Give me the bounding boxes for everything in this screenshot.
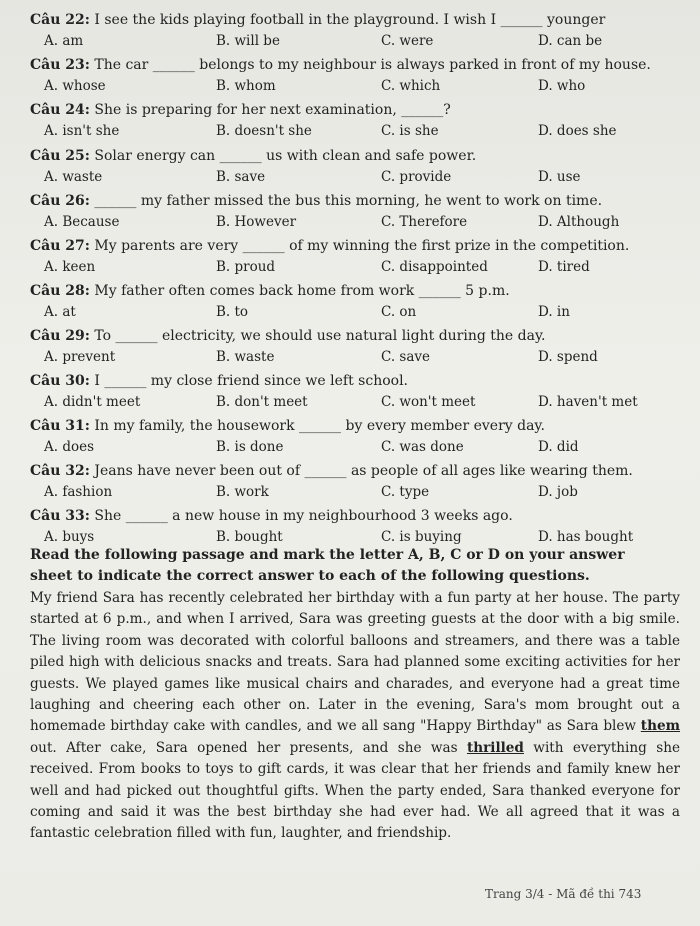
- answer-option-b[interactable]: B. whom: [216, 78, 276, 94]
- answer-option-d[interactable]: D. who: [538, 78, 586, 94]
- question-29: [0, 328, 700, 372]
- answer-option-b[interactable]: B. don't meet: [216, 394, 308, 410]
- answer-option-c[interactable]: C. is she: [381, 123, 439, 139]
- question-stem: [30, 148, 476, 164]
- answer-option-a[interactable]: A. am: [44, 33, 84, 49]
- answer-option-d[interactable]: D. spend: [538, 349, 598, 365]
- underlined-word-them: them: [640, 718, 680, 735]
- question-24: [0, 102, 700, 146]
- question-stem: [30, 283, 510, 299]
- question-number: Câu 23:: [30, 57, 90, 73]
- question-text: Jeans have never been out of ______ as people of all ages like wearing them.: [89, 463, 633, 479]
- answer-option-d[interactable]: D. in: [538, 304, 570, 320]
- answer-option-c[interactable]: C. were: [381, 33, 434, 49]
- answer-option-b[interactable]: B. However: [216, 214, 297, 230]
- question-stem: [30, 418, 545, 434]
- reading-passage: [30, 588, 680, 845]
- answer-option-d[interactable]: D. use: [538, 169, 581, 185]
- question-text: I see the kids playing football in the playground. I wish I ______ younger: [89, 12, 606, 28]
- answer-option-a[interactable]: A. prevent: [44, 349, 116, 365]
- answer-option-d[interactable]: D. job: [538, 484, 578, 500]
- question-number: Câu 28:: [30, 283, 90, 299]
- question-text: My parents are very ______ of my winning the first prize in the competition.: [89, 238, 630, 254]
- question-number: Câu 29:: [30, 328, 90, 344]
- answer-option-a[interactable]: A. keen: [44, 259, 96, 275]
- passage-text-part2: out. After cake, Sara opened her presents, and she was: [30, 739, 467, 756]
- question-32: [0, 463, 700, 507]
- answer-option-c[interactable]: C. save: [381, 349, 431, 365]
- question-number: Câu 25:: [30, 148, 90, 164]
- question-stem: [30, 463, 633, 479]
- answer-option-a[interactable]: A. waste: [44, 169, 103, 185]
- question-25: [0, 148, 700, 192]
- question-27: [0, 238, 700, 282]
- question-stem: [30, 508, 513, 524]
- passage-text-part1: My friend Sara has recently celebrated her birthday with a fun party at her house. The party started at 6 p.m., and when I arrived, Sara was greeting guests at the door with a big smile. The living room was decorated with colorful balloons and streamers, and there was a table piled high with delicious snacks and treats. Sara had planned some exciting activities for her guests. We played games like musical chairs and charades, and everyone had a great time laughing and cheering each other on. Later in the evening, Sara's mom brought out a homemade birthday cake with candles, and we all sang "Happy Birthday" as Sara blew: [30, 590, 680, 735]
- answer-option-b[interactable]: B. bought: [216, 529, 283, 545]
- answer-option-d[interactable]: D. tired: [538, 259, 590, 275]
- answer-option-a[interactable]: A. Because: [44, 214, 120, 230]
- question-text: The car ______ belongs to my neighbour is always parked in front of my house.: [89, 57, 651, 73]
- answer-option-a[interactable]: A. didn't meet: [44, 394, 141, 410]
- answer-option-c[interactable]: C. on: [381, 304, 417, 320]
- answer-option-c[interactable]: C. which: [381, 78, 441, 94]
- underlined-word-thrilled: thrilled: [466, 739, 524, 756]
- answer-option-c[interactable]: C. provide: [381, 169, 452, 185]
- answer-option-c[interactable]: C. is buying: [381, 529, 462, 545]
- question-22: [0, 12, 700, 56]
- answer-option-a[interactable]: A. at: [44, 304, 76, 320]
- answer-option-d[interactable]: D. did: [538, 439, 579, 455]
- question-28: [0, 283, 700, 327]
- question-text: My father often comes back home from work ______ 5 p.m.: [89, 283, 510, 299]
- question-30: [0, 373, 700, 417]
- question-text: ______ my father missed the bus this morning, he went to work on time.: [89, 193, 603, 209]
- answer-option-c[interactable]: C. was done: [381, 439, 464, 455]
- answer-option-d[interactable]: D. Although: [538, 214, 620, 230]
- question-number: Câu 33:: [30, 508, 90, 524]
- question-stem: [30, 102, 451, 118]
- answer-option-a[interactable]: A. fashion: [44, 484, 113, 500]
- page-footer: Trang 3/4 - Mã đề thi 743: [485, 887, 642, 901]
- question-number: Câu 31:: [30, 418, 90, 434]
- question-number: Câu 30:: [30, 373, 90, 389]
- question-text: I ______ my close friend since we left school.: [89, 373, 408, 389]
- answer-option-a[interactable]: A. buys: [44, 529, 95, 545]
- question-number: Câu 26:: [30, 193, 90, 209]
- answer-option-c[interactable]: C. won't meet: [381, 394, 476, 410]
- passage-text-part3: with everything she received. From books to toys to gift cards, it was clear that her friends and family knew her well and had picked out thoughtful gifts. When the party ended, Sara thanked everyone for coming and said it was the best birthday she had ever had. We all agreed that it was a fantastic celebration filled with fun, laughter, and friendship.: [30, 739, 680, 842]
- question-stem: [30, 193, 602, 209]
- question-number: Câu 24:: [30, 102, 90, 118]
- question-26: [0, 193, 700, 237]
- answer-option-c[interactable]: C. disappointed: [381, 259, 488, 275]
- question-number: Câu 22:: [30, 12, 90, 28]
- question-stem: [30, 373, 408, 389]
- question-text: In my family, the housework ______ by every member every day.: [89, 418, 545, 434]
- question-number: Câu 32:: [30, 463, 90, 479]
- question-23: [0, 57, 700, 101]
- answer-option-a[interactable]: A. does: [44, 439, 95, 455]
- question-text: She ______ a new house in my neighbourhood 3 weeks ago.: [89, 508, 513, 524]
- answer-option-d[interactable]: D. can be: [538, 33, 603, 49]
- question-text: Solar energy can ______ us with clean and safe power.: [89, 148, 477, 164]
- answer-option-d[interactable]: D. does she: [538, 123, 617, 139]
- answer-option-d[interactable]: D. has bought: [538, 529, 634, 545]
- question-stem: [30, 57, 651, 73]
- question-stem: [30, 328, 545, 344]
- answer-option-b[interactable]: B. to: [216, 304, 249, 320]
- answer-option-b[interactable]: B. work: [216, 484, 269, 500]
- passage-instruction: Read the following passage and mark the letter A, B, C or D on your answer sheet to indicate the correct answer to each of the following questions.: [30, 547, 625, 584]
- answer-option-d[interactable]: D. haven't met: [538, 394, 638, 410]
- question-text: She is preparing for her next examination, ______?: [89, 102, 451, 118]
- answer-option-b[interactable]: B. doesn't she: [216, 123, 312, 139]
- question-text: To ______ electricity, we should use natural light during the day.: [89, 328, 546, 344]
- question-number: Câu 27:: [30, 238, 90, 254]
- question-31: [0, 418, 700, 462]
- answer-option-c[interactable]: C. type: [381, 484, 430, 500]
- question-stem: [30, 238, 629, 254]
- answer-option-b[interactable]: B. save: [216, 169, 266, 185]
- answer-option-b[interactable]: B. waste: [216, 349, 275, 365]
- answer-option-b[interactable]: B. will be: [216, 33, 280, 49]
- answer-option-a[interactable]: A. isn't she: [44, 123, 120, 139]
- question-stem: [30, 12, 605, 28]
- answer-option-a[interactable]: A. whose: [44, 78, 106, 94]
- answer-option-b[interactable]: B. is done: [216, 439, 284, 455]
- answer-option-c[interactable]: C. Therefore: [381, 214, 468, 230]
- answer-option-b[interactable]: B. proud: [216, 259, 276, 275]
